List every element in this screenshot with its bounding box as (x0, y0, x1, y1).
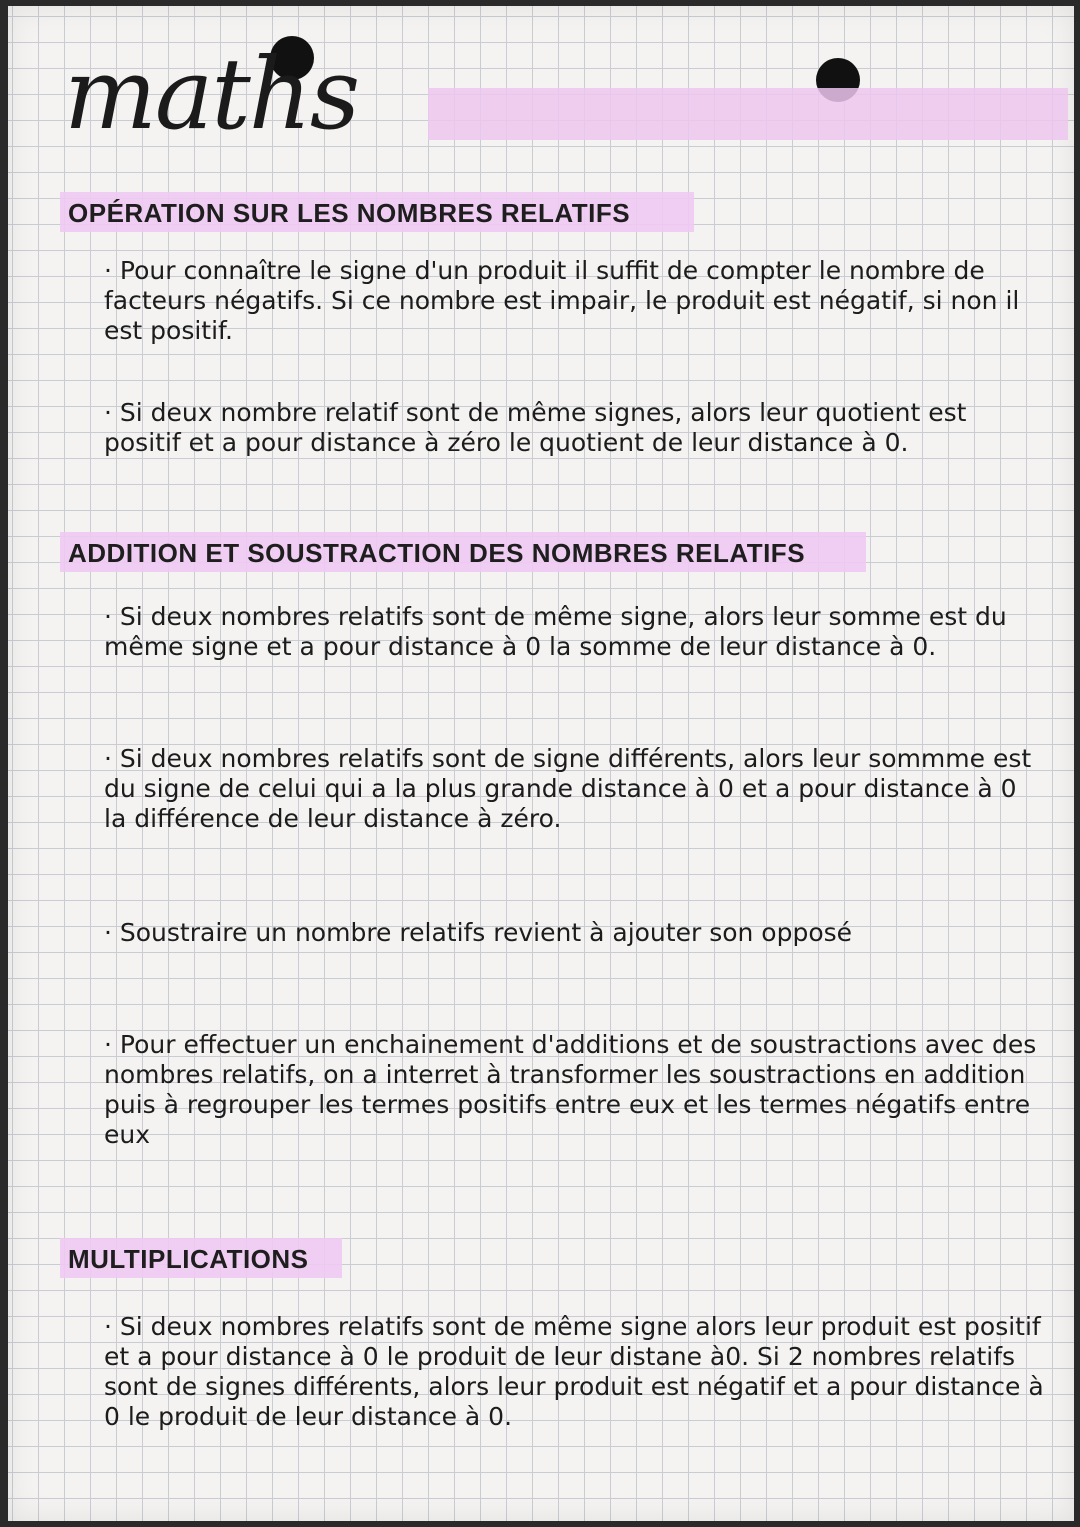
paragraph: · Si deux nombres relatifs sont de même signe, alors leur somme est du même signe et a pour distance à 0 la somme de leur distance à 0. (104, 602, 1007, 661)
paragraph: · Si deux nombres relatifs sont de même signe alors leur produit est positif et a pour distance à 0 le produit de leur distane à0. Si 2 nombres relatifs sont de signes différents, alors leur produit est négatif et a pour distance à 0 le produit de leur distance à 0. (104, 1312, 1044, 1431)
paragraph: · Soustraire un nombre relatifs revient à ajouter son opposé (104, 918, 853, 947)
paragraph: · Si deux nombres relatifs sont de signe différents, alors leur sommme est du signe de celui qui a la plus grande distance à 0 et a pour distance à 0 la différence de leur distance à zéro. (104, 744, 1032, 833)
paragraph: · Pour connaître le signe d'un produit il suffit de compter le nombre de facteurs négatifs. Si ce nombre est impair, le produit est négatif, si non il est positif. (104, 256, 1020, 345)
section-heading-multiplications: MULTIPLICATIONS (68, 1244, 309, 1274)
paragraph: · Si deux nombre relatif sont de même signes, alors leur quotient est positif et a pour distance à zéro le quotient de leur distance à 0. (104, 398, 967, 457)
title-highlight (428, 88, 1068, 140)
page-title: maths (64, 38, 359, 152)
paragraph: · Pour effectuer un enchainement d'additions et de soustractions avec des nombres relatifs, on a interret à transformer les soustractions en addition puis à regrouper les termes positifs entre eux et les termes négatifs entre eux (104, 1030, 1037, 1149)
notebook-page (8, 6, 1074, 1521)
section-heading-operation: OPÉRATION SUR LES NOMBRES RELATIFS (68, 198, 631, 228)
section-heading-addition: ADDITION ET SOUSTRACTION DES NOMBRES RELATIFS (68, 538, 806, 568)
